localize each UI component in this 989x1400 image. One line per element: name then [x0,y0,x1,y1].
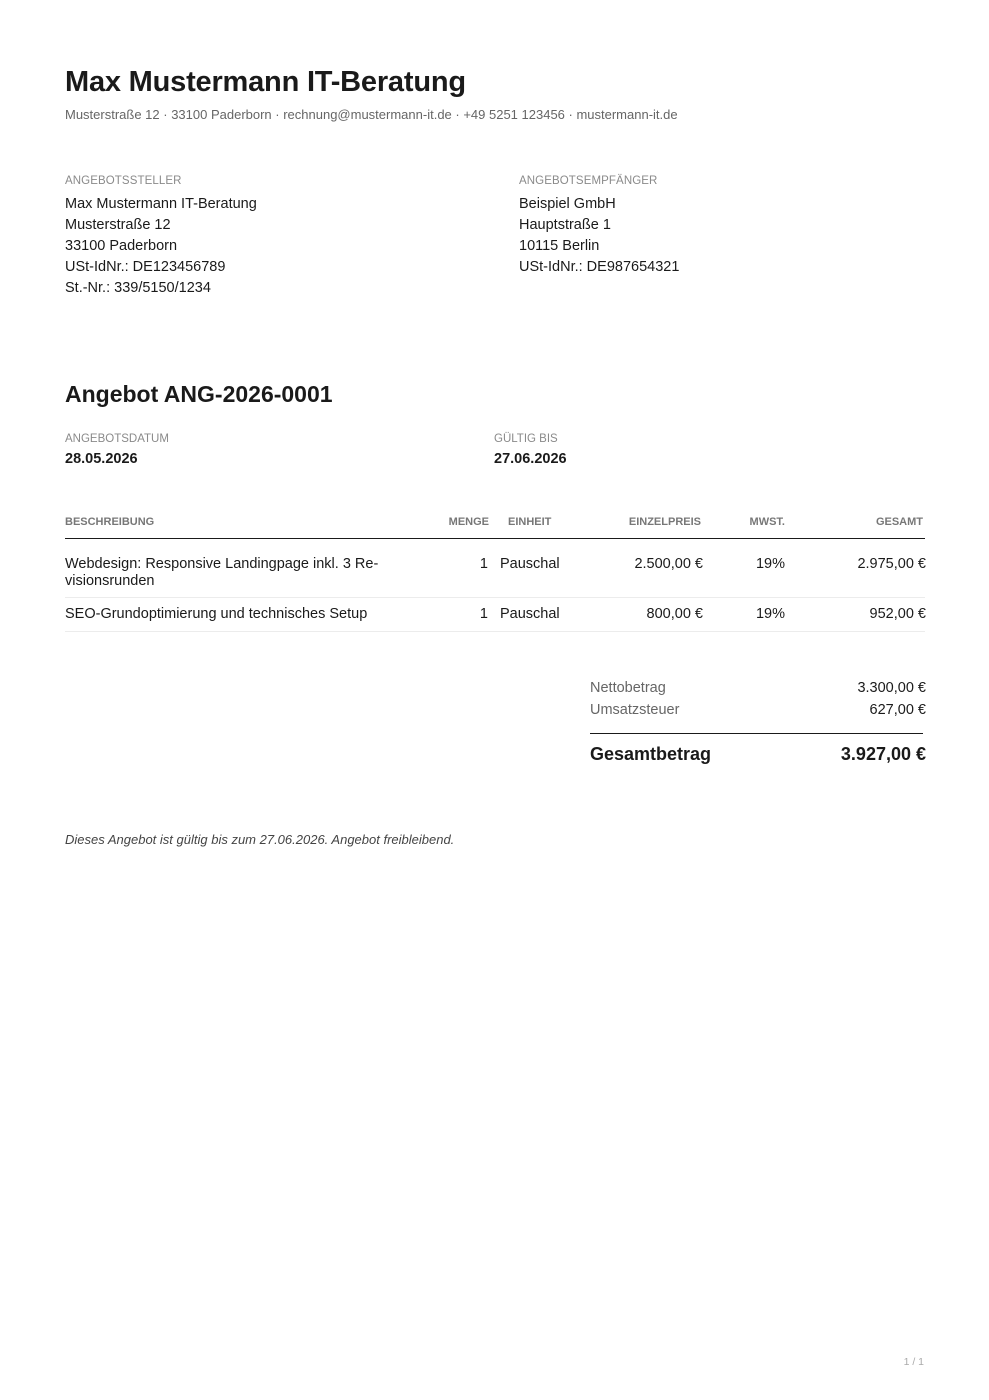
table-row [65,598,925,632]
row-description: Webdesign: Responsive Landingpage inkl. 3 Re-visionsrunden [65,556,379,589]
row-total: 2.975,00 € [857,556,926,572]
net-amount-value: 3.300,00 € [857,680,926,696]
header-vat: MWST. [749,516,785,528]
grand-total-line [590,744,925,774]
row-description: SEO-Grundoptimierung und technisches Setup [65,606,368,622]
sender-label: ANGEBOTSSTELLER [65,175,182,187]
recipient-street: Hauptstraße 1 [519,217,611,233]
recipient-label: ANGEBOTSEMPFÄNGER [519,175,658,187]
sender-tax-number: St.-Nr.: 339/5150/1234 [65,280,211,296]
row-quantity: 1 [479,556,488,572]
recipient-vat-id: USt-IdNr.: DE987654321 [519,259,680,275]
totals-block [590,680,925,774]
grand-total-label: Gesamtbetrag [590,744,712,764]
row-unit: Pauschal [500,556,560,572]
header-unit: EINHEIT [508,516,552,528]
sender-name: Max Mustermann IT-Beratung [65,196,257,212]
valid-until-value: 27.06.2026 [494,451,567,467]
sender-street: Musterstraße 12 [65,217,171,233]
header-description: BESCHREIBUNG [65,516,155,528]
valid-until-label: GÜLTIG BIS [494,433,558,445]
row-unit-price: 2.500,00 € [634,556,703,572]
header-unit-price: EINZELPREIS [628,516,701,528]
tax-amount-value: 627,00 € [869,702,926,718]
grand-total-value: 3.927,00 € [840,744,926,764]
row-vat: 19% [755,606,785,622]
row-unit-price: 800,00 € [646,606,703,622]
totals-divider [590,733,923,734]
tax-amount-label: Umsatzsteuer [590,702,680,718]
company-name: Max Mustermann IT-Beratung [65,66,466,98]
row-total: 952,00 € [869,606,926,622]
sender-city: 33100 Paderborn [65,238,178,254]
row-quantity: 1 [479,606,488,622]
sender-block [65,175,465,299]
offer-date-label: ANGEBOTSDATUM [65,433,169,445]
company-contact-line: Musterstraße 12 · 33100 Paderborn · rechnung@mustermann-it.de · +49 5251 123456 · mustermann-it.de [65,107,678,122]
header-total: GESAMT [875,516,923,528]
net-amount-label: Nettobetrag [590,680,666,696]
recipient-name: Beispiel GmbH [519,196,616,212]
offer-date-block [65,433,169,467]
row-vat: 19% [755,556,785,572]
net-amount-line [590,680,925,702]
table-row [65,539,925,598]
line-items-table [65,508,925,632]
recipient-block [519,175,919,278]
valid-until-block [494,433,567,467]
header-quantity: MENGE [448,516,489,528]
document-title: Angebot ANG-2026-0001 [65,381,333,407]
tax-amount-line [590,702,925,724]
sender-vat-id: USt-IdNr.: DE123456789 [65,259,226,275]
offer-date-value: 28.05.2026 [65,451,138,467]
page-number: 1 / 1 [903,1356,924,1368]
row-unit: Pauschal [500,606,560,622]
validity-note: Dieses Angebot ist gültig bis zum 27.06.2026. Angebot freibleibend. [65,832,455,847]
recipient-city: 10115 Berlin [519,238,600,254]
table-header [65,508,925,539]
